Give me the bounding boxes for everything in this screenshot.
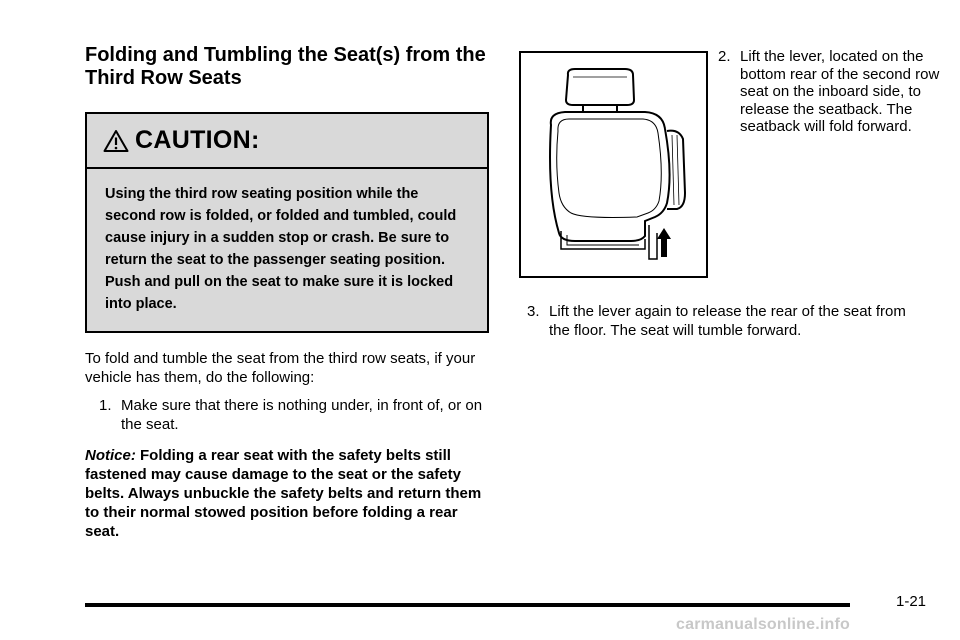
seat-illustration: [519, 51, 708, 278]
step-2: [718, 48, 948, 136]
notice-paragraph: [85, 446, 489, 541]
caution-text: Using the third row seating position while the second row is folded, or folded and tumbled, could cause injury in a sudden stop or crash. Be sure to return the seat to the passenger seating position. Push and pull on the seat to make sure it is locked into place.: [105, 186, 457, 312]
caution-header: [87, 114, 487, 169]
step-3-text: Lift the lever again to release the rear of the seat from the floor. The seat will tumble forward.: [549, 303, 906, 339]
left-column: [85, 44, 489, 541]
notice-text: Folding a rear seat with the safety belts still fastened may cause damage to the seat or the safety belts. Always unbuckle the safety belts and return them to their normal stowed position before folding a rear seat.: [85, 447, 482, 540]
watermark: carmanualsonline.info: [676, 616, 851, 633]
step-2-number: 2.: [718, 48, 731, 65]
footer-rule: [85, 603, 850, 607]
caution-title: CAUTION:: [135, 126, 260, 154]
step-1-text: Make sure that there is nothing under, in front of, or on the seat.: [121, 397, 483, 433]
step-3: [527, 303, 907, 340]
section-heading: Folding and Tumbling the Seat(s) from the Third Row Seats: [85, 44, 486, 89]
warning-triangle-icon: [103, 129, 129, 153]
intro-paragraph: To fold and tumble the seat from the third row seats, if your vehicle has them, do the following:: [85, 350, 476, 386]
step-2-text: Lift the lever, located on the bottom rear of the second row seat on the inboard side, to release the seatback. The seatback will fold forward.: [740, 48, 940, 135]
notice-label: Notice:: [85, 447, 136, 464]
step-1: [99, 396, 489, 434]
step-3-number: 3.: [527, 303, 540, 320]
page-number: 1-21: [896, 593, 927, 610]
caution-box: [85, 112, 489, 333]
step-1-number: 1.: [99, 397, 112, 414]
